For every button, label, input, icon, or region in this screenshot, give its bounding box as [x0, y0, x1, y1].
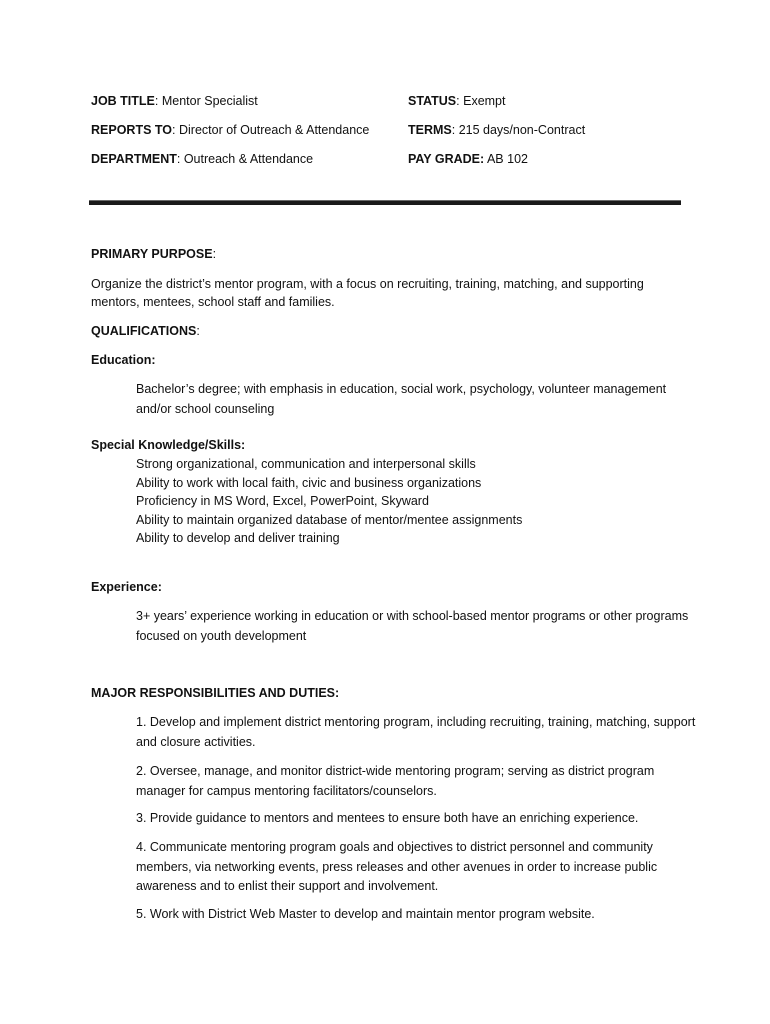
primary-purpose-heading-suffix: :	[212, 247, 217, 261]
skill-item: Ability to develop and deliver training	[136, 531, 340, 546]
skill-item: Proficiency in MS Word, Excel, PowerPoint, Skyward	[136, 494, 429, 509]
duty-item: 2. Oversee, manage, and monitor district-wide mentoring program; serving as district program manager for campus mentoring facilitators/counselors.	[136, 764, 655, 798]
terms-field	[408, 123, 585, 137]
header-row-2	[91, 123, 691, 141]
header-divider	[89, 200, 681, 205]
header-row-1	[91, 94, 691, 112]
terms-value: : 215 days/non-Contract	[451, 123, 586, 137]
experience-text: 3+ years’ experience working in education or with school-based mentor programs or other programs focused on youth development	[136, 609, 689, 643]
job-title-value: : Mentor Specialist	[154, 94, 258, 108]
primary-purpose-text: Organize the district’s mentor program, with a focus on recruiting, training, matching, and supporting mentors, mentees, school staff and families.	[91, 277, 644, 309]
duties-heading: MAJOR RESPONSIBILITIES AND DUTIES:	[91, 686, 340, 700]
education-text: Bachelor’s degree; with emphasis in education, social work, psychology, volunteer management and/or school counseling	[136, 382, 667, 416]
skill-item: Strong organizational, communication and interpersonal skills	[136, 457, 476, 471]
duty-item: 1. Develop and implement district mentoring program, including recruiting, training, matching, support and closure activities.	[136, 715, 696, 749]
reports-to-field	[91, 123, 369, 137]
pay-grade-field	[408, 152, 528, 166]
job-title-field	[91, 94, 258, 108]
qualifications-heading-text: QUALIFICATIONS	[91, 324, 197, 338]
pay-grade-label: PAY GRADE:	[408, 152, 485, 166]
department-label: DEPARTMENT	[91, 152, 177, 166]
duty-item: 4. Communicate mentoring program goals and objectives to district personnel and community members, via networking events, press releases and other avenues in order to increase public awareness and to enlist their support and involvement.	[136, 840, 658, 893]
primary-purpose-heading	[91, 245, 681, 263]
skill-item: Ability to work with local faith, civic and business organizations	[136, 475, 482, 490]
reports-to-value: : Director of Outreach & Attendance	[172, 123, 370, 137]
skills-list	[136, 455, 696, 548]
reports-to-label: REPORTS TO	[91, 123, 173, 137]
duty-item: 5. Work with District Web Master to develop and maintain mentor program website.	[136, 907, 595, 921]
header-row-3	[91, 152, 691, 170]
experience-heading: Experience:	[91, 580, 162, 594]
department-field	[91, 152, 313, 166]
education-heading: Education:	[91, 353, 156, 367]
status-label: STATUS	[408, 94, 457, 108]
duty-item: 3. Provide guidance to mentors and mentees to ensure both have an enriching experience.	[136, 811, 639, 825]
job-title-label: JOB TITLE	[91, 94, 155, 108]
skill-item: Ability to maintain organized database of mentor/mentee assignments	[136, 512, 523, 527]
status-field	[408, 94, 505, 108]
terms-label: TERMS	[408, 123, 452, 137]
qualifications-heading	[91, 322, 681, 340]
primary-purpose-heading-text: PRIMARY PURPOSE	[91, 247, 213, 261]
status-value: : Exempt	[456, 94, 506, 108]
department-value: : Outreach & Attendance	[176, 152, 314, 166]
qualifications-heading-suffix: :	[196, 324, 200, 338]
skills-heading: Special Knowledge/Skills:	[91, 438, 246, 452]
pay-grade-value: AB 102	[484, 152, 528, 166]
